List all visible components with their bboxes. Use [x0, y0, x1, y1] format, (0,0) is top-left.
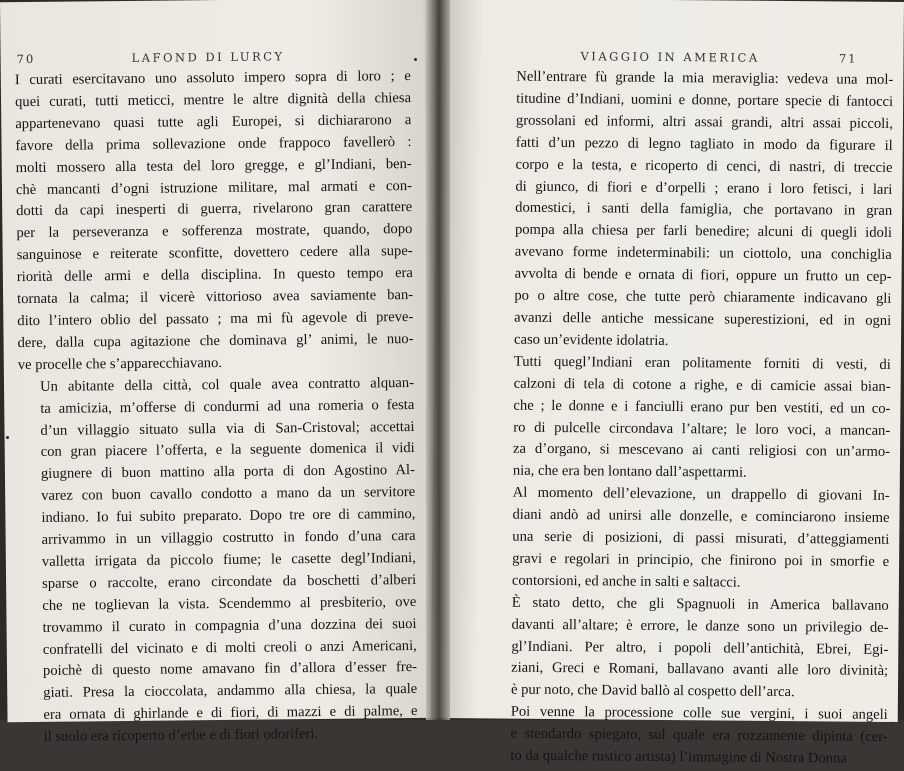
text-line: davanti all’altare; è errore, le danze sono un privilegio de- [511, 616, 889, 636]
right-page [431, 0, 904, 767]
paragraph [490, 483, 890, 596]
text-line: pompa alla chiesa per farli benedire; alcuni di quegli idoli [514, 221, 893, 242]
text-line: ta amicizia, m’offerse di condurmi ad una romeria o festa [40, 396, 415, 417]
left-page-body [11, 66, 418, 749]
right-running-title: VIAGGIO IN AMERICA [580, 49, 760, 65]
text-line: I curati esercitavano uno assoluto impero sopra di loro ; e [14, 68, 411, 89]
text-line: riorità delle armi e della disciplina. In questo tempo era [16, 265, 413, 286]
left-page-number: 70 [16, 51, 36, 67]
text-line: diani andò ad unirsi alle donzelle, e cominciarono insieme [512, 506, 890, 527]
text-line: di giunco, di fiori e d’orpelli ; erano i loro fetisci, i lari [515, 178, 893, 198]
text-line: grossolani ed informi, altri assai grandi, altri assai piccoli, [515, 112, 893, 132]
left-page-header [10, 34, 410, 70]
text-line: con gran piacere l’offerta, e la seguente domenica il vidi [40, 440, 415, 461]
right-page-number: 71 [838, 51, 858, 66]
paragraph [491, 351, 891, 486]
text-line: Poi venne la processione colle sue vergini, i suoi angeli [510, 703, 888, 724]
book-gutter [426, 0, 450, 720]
text-line: giati. Presa la cioccolata, andammo alla chiesa, la quale [43, 681, 418, 702]
text-line: Un abitante della città, col quale avea contratto alquan- [39, 374, 415, 395]
text-line: avevano forme indeterminabili: un ciottolo, una conchiglia [514, 243, 892, 264]
ink-speck [6, 436, 9, 439]
text-line: valletta irrigata da piccolo fiume; le casette degl’Indiani, [41, 549, 416, 570]
ink-speck [414, 58, 417, 61]
text-line: po o altre cose, che tutte però chiaramente indicavano gli [514, 287, 892, 308]
text-line: indiano. Io fui subito preparato. Dopo tre ore di cammino, [41, 506, 416, 527]
text-line: quei curati, tutti meticci, mentre le altre dignità della chiesa [14, 89, 412, 111]
text-line: fatti d’un pezzo di legno tagliato in modo da figurare il [515, 134, 893, 154]
text-line: il suolo era ricoperto d’erbe e di fiori odoriferi. [43, 726, 319, 746]
text-line: che ; le donne e i fanciulli erano pur ben vestiti, ed un co- [513, 397, 891, 417]
left-running-title: LAFOND DI LURCY [131, 49, 285, 65]
text-line: caso un’evidente idolatria. [513, 331, 669, 349]
text-line: to da qualche rustico artista) l’immagine di Nostra Donna [510, 747, 847, 767]
paragraph [18, 373, 418, 750]
text-line: contorsioni, ed anche in salti e saltacci. [511, 572, 741, 591]
text-line: titudine d’Indiani, uomini e donne, portare specie di fantocci [516, 90, 894, 110]
paragraph [488, 702, 888, 771]
text-line: molti mossero alla testa del loro gregge, e gl’Indiani, ben- [15, 155, 412, 176]
text-line: ziani, Greci e Romani, ballavano avanti alle loro divinità; [511, 660, 889, 680]
text-line: dotti da capi inesperti di guerra, rivelarono gran carattere [16, 199, 413, 220]
text-line: arrivammo in un villaggio costrutto in fondo d’una cara [41, 528, 416, 548]
paragraph [492, 66, 893, 354]
text-line: È stato detto, che gli Spagnuoli in America ballavano [511, 594, 889, 614]
text-line: Nell’entrare fù grande la mia meraviglia: vedeva una mol- [516, 68, 894, 88]
text-line: dere, dalla cupa agitazione che dominava gl’ animi, le nuo- [17, 330, 414, 352]
text-line: poichè di questo nome amavano fin d’allora d’esser fre- [42, 659, 418, 680]
text-line: gravi e regolari in principio, che finirono poi in smorfie e [512, 550, 890, 570]
text-line: dito l’intero oblio del passato ; ma mi fù agevole di preve- [17, 308, 414, 330]
text-line: una serie di posizioni, di passi misurati, d’atteggiamenti [512, 528, 890, 548]
text-line: sparse o raccolte, erano circondate da boschetti d’alberi [42, 571, 417, 592]
left-page [0, 0, 448, 746]
text-line: confratelli del vicinato e di molti creoli o anzi Americani, [42, 637, 417, 658]
right-page-header [494, 34, 893, 69]
text-line: tornata la calma; il vicerè vittorioso avea saviamente ban- [17, 287, 414, 308]
text-line: chè mancanti d’ogni istruzione militare, mal armati e con- [15, 177, 413, 198]
text-line: trovammo il curato in compagnia d’una dozzina dei suoi [42, 615, 417, 636]
text-line: za d’organo, si mescevano ai canti religiosi con un’armo- [513, 441, 891, 461]
text-line: d’un villaggio situato sulla via di San-Cristoval; accettai [40, 418, 415, 439]
text-line: Tutti quegl’Indiani eran politamente forniti di vesti, di [513, 353, 891, 373]
text-line: Al momento dell’elevazione, un drappello di giovani In- [512, 484, 890, 505]
paragraph [489, 592, 889, 705]
text-line: domestici, i santi della famiglia, che portavano in gran [515, 200, 893, 220]
text-line: gl’Indiani. Per altro, i popoli dell’antichità, Ebrei, Egi- [511, 638, 889, 658]
text-line: ro di pulcelle circondava l’altare; le loro voci, a mancan- [513, 419, 891, 439]
text-line: ve procelle che s’apparecchiavano. [17, 354, 223, 373]
text-line: avanzi delle antiche messicane superestizioni, ed in ogni [514, 309, 892, 329]
text-line: era ornata di ghirlande e di fiori, di mazzi e di palme, e [43, 703, 418, 724]
text-line: è pur noto, che David ballò al cospetto dell’arca. [510, 682, 795, 701]
paragraph [15, 66, 414, 377]
text-line: per la perseveranza e sofferenza mostrate, quando, dopo [16, 221, 413, 242]
text-line: e stendardo spiegato, sul quale era rozzamente dipinta (cer- [510, 725, 888, 746]
right-page-body [488, 66, 893, 770]
text-line: giugnere di buon mattino alla porta di don Agostino Al- [40, 462, 416, 483]
text-line: appartenevano quasi tutte agli Europei, si dichiararono a [15, 111, 412, 132]
text-line: avvolta di bende e ornata di fiori, oppure un frutto un cep- [514, 265, 892, 286]
text-line: varez con buon cavallo condotto a mano da un servitore [41, 484, 416, 505]
text-line: corpo e la testa, e ricoperto di cenci, di nastri, di treccie [515, 156, 893, 176]
text-line: favore della prima sollevazione onde frappoco favellerò : [15, 133, 412, 154]
text-line: calzoni di tela di cotone a righe, e di camicie assai bian- [513, 375, 891, 395]
text-line: che ne toglievan la vista. Scendemmo al presbiterio, ove [42, 593, 417, 614]
text-line: sanguinose e reiterate sconfitte, dovettero cedere alla supe- [16, 243, 413, 264]
text-line: nia, che era ben lontano dall’aspettarmi. [512, 462, 747, 481]
